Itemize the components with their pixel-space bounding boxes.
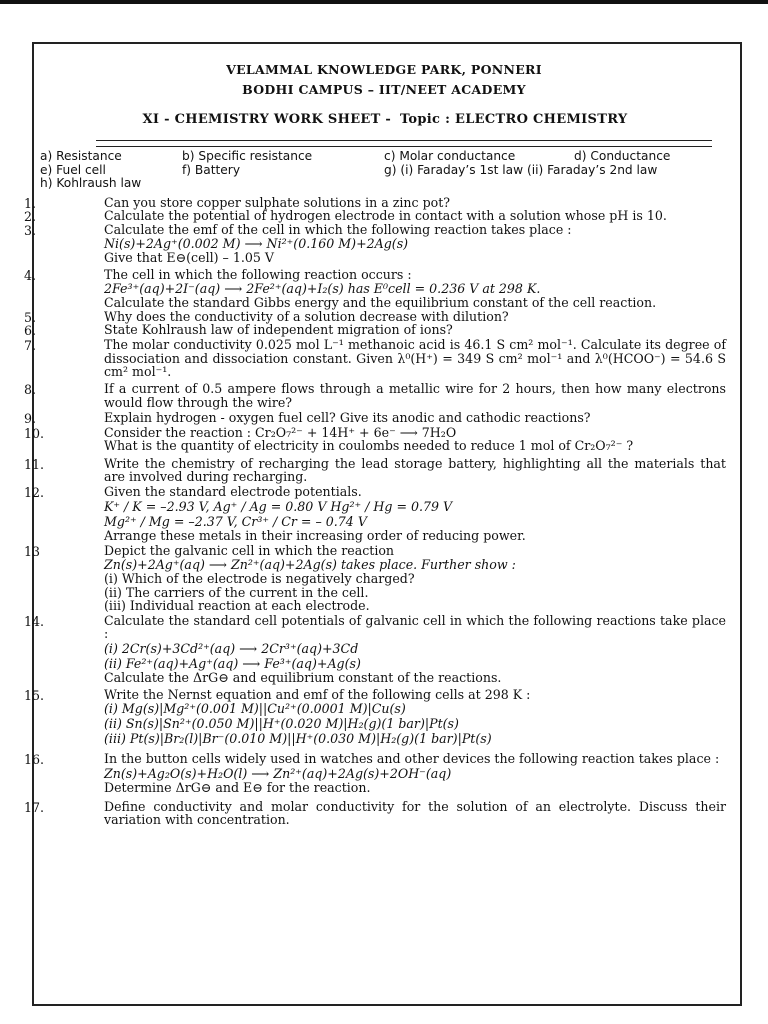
question-continuation <box>40 716 726 731</box>
definition-item: b) Specific resistance <box>182 149 313 163</box>
worksheet-topic: Topic : ELECTRO CHEMISTRY <box>399 112 628 127</box>
question-continuation <box>40 701 726 716</box>
question-number: 2. <box>24 209 37 225</box>
question-continuation <box>40 529 726 542</box>
definition-row <box>40 164 740 178</box>
definition-item: g) (i) Faraday’s 1st law (ii) Faraday’s 2nd law <box>384 162 658 177</box>
question-item <box>24 751 726 768</box>
question-continuation <box>40 514 726 529</box>
question-number: 15. <box>24 688 45 704</box>
question-text: State Kohlraush law of independent migration of ions? <box>104 322 453 338</box>
definitions-list <box>40 150 740 191</box>
question-continuation <box>40 557 726 572</box>
top-border-rule <box>0 0 768 4</box>
equation: Zn(s)+Ag₂O(s)+H₂O(l) ⟶ Zn²⁺(aq)+2Ag(s)+2OH⁻(aq) <box>104 765 452 781</box>
question-text: Calculate the potential of hydrogen electrode in contact with a solution whose pH is 10. <box>104 208 667 224</box>
question-continuation <box>40 599 726 612</box>
question-text: The molar conductivity 0.025 mol L⁻¹ methanoic acid is 46.1 S cm² mol⁻¹. Calculate its degree of dissociation and dissociation constant. Given λ⁰(H⁺) = 349 S cm² mol⁻¹ and λ⁰(HCOO⁻) = 54.6 S cm² mol⁻¹. <box>104 337 726 379</box>
question-continuation <box>40 236 726 251</box>
question-number: 17. <box>24 799 45 815</box>
definition-item: a) Resistance <box>40 149 122 163</box>
question-text: Give that E⊖(cell) – 1.05 V <box>104 249 274 265</box>
question-continuation <box>40 439 726 452</box>
question-text: Calculate the standard cell potentials of galvanic cell in which the following reactions take place : <box>104 613 726 642</box>
question-text: In the button cells widely used in watches and other devices the following reaction takes place : <box>104 751 720 767</box>
question-item <box>24 337 726 379</box>
definition-row <box>40 177 740 191</box>
question-text: Calculate the standard Gibbs energy and the equilibrium constant of the cell reaction. <box>104 295 657 311</box>
question-text: Determine ΔrG⊖ and E⊖ for the reaction. <box>104 779 371 795</box>
equation: Ni(s)+2Ag⁺(0.002 M) ⟶ Ni²⁺(0.160 M)+2Ag(s) <box>104 235 409 251</box>
equation: (ii) Sn(s)|Sn²⁺(0.050 M)||H⁺(0.020 M)|H₂(g)(1 bar)|Pt(s) <box>104 716 459 732</box>
question-text: Calculate the emf of the cell in which the following reaction takes place : <box>104 221 572 237</box>
question-text: (i) Which of the electrode is negatively charged? <box>104 571 415 587</box>
equation: (ii) Fe²⁺(aq)+Ag⁺(aq) ⟶ Fe³⁺(aq)+Ag(s) <box>104 655 361 671</box>
question-number: 16. <box>24 752 45 768</box>
question-text: Write the Nernst equation and emf of the following cells at 298 K : <box>104 687 531 703</box>
worksheet-label: XI - CHEMISTRY WORK SHEET - <box>142 112 392 127</box>
question-number: 5. <box>24 309 37 325</box>
question-continuation <box>40 586 726 599</box>
definition-item: h) Kohlraush law <box>40 176 142 190</box>
questions-list <box>24 195 726 828</box>
school-name: VELAMMAL KNOWLEDGE PARK, PONNERI <box>226 62 542 77</box>
question-continuation <box>40 656 726 671</box>
question-text: Consider the reaction : Cr₂O₇²⁻ + 14H⁺ + 6e⁻ ⟶ 7H₂O <box>104 425 457 441</box>
question-number: 6. <box>24 323 37 339</box>
question-number: 7. <box>24 338 37 354</box>
question-number: 14. <box>24 614 45 630</box>
question-item <box>24 484 726 501</box>
equation: Mg²⁺ / Mg = –2.37 V, Cr³⁺ / Cr = – 0.74 V <box>104 513 367 529</box>
question-item <box>24 195 726 211</box>
question-continuation <box>40 572 726 585</box>
question-text: Calculate the ΔrG⊖ and equilibrium constant of the reactions. <box>104 669 502 685</box>
question-item <box>24 798 726 828</box>
question-number: 13 <box>24 543 41 559</box>
definition-item: c) Molar conductance <box>384 149 516 163</box>
question-continuation <box>40 671 726 684</box>
question-text: What is the quantity of electricity in coulombs needed to reduce 1 mol of Cr₂O₇²⁻ ? <box>104 438 634 454</box>
question-item <box>24 381 726 410</box>
equation: 2Fe³⁺(aq)+2I⁻(aq) ⟶ 2Fe²⁺(aq)+I₂(s) has E⁰cell = 0.236 V at 298 K. <box>104 281 541 297</box>
question-item <box>24 687 726 704</box>
question-text: Given the standard electrode potentials. <box>104 484 362 500</box>
question-text: Arrange these metals in their increasing order of reducing power. <box>104 527 526 543</box>
question-item <box>24 208 726 225</box>
question-number: 3. <box>24 222 37 238</box>
equation: (i) Mg(s)|Mg²⁺(0.001 M)||Cu²⁺(0.0001 M)|Cu(s) <box>104 701 406 717</box>
question-text: Can you store copper sulphate solutions in a zinc pot? <box>104 195 451 210</box>
question-number: 4. <box>24 268 37 284</box>
question-text: Why does the conductivity of a solution decrease with dilution? <box>104 308 509 324</box>
definition-row <box>40 150 740 164</box>
equation: (i) 2Cr(s)+3Cd²⁺(aq) ⟶ 2Cr³⁺(aq)+3Cd <box>104 640 359 656</box>
equation: (iii) Pt(s)|Br₂(l)|Br⁻(0.010 M)||H⁺(0.030 M)|H₂(g)(1 bar)|Pt(s) <box>104 731 492 747</box>
question-continuation <box>40 499 726 514</box>
title-rule <box>96 140 712 141</box>
worksheet-title <box>40 112 730 127</box>
question-continuation <box>40 766 726 781</box>
campus-name: BODHI CAMPUS – IIT/NEET ACADEMY <box>242 82 526 97</box>
question-number: 10. <box>24 426 45 442</box>
definition-item: d) Conductance <box>574 149 671 163</box>
question-text: Explain hydrogen - oxygen fuel cell? Give its anodic and cathodic reactions? <box>104 409 591 425</box>
equation: K⁺ / K = –2.93 V, Ag⁺ / Ag = 0.80 V Hg²⁺ / Hg = 0.79 V <box>104 498 453 514</box>
question-item <box>24 221 726 238</box>
question-text: Write the chemistry of recharging the lead storage battery, highlighting all the materials that are involved during recharging. <box>104 455 726 485</box>
question-continuation <box>40 296 726 309</box>
question-continuation <box>40 731 726 746</box>
question-item <box>24 267 726 284</box>
question-text: (iii) Individual reaction at each electrode. <box>104 597 370 613</box>
question-item <box>24 455 726 485</box>
question-text: (ii) The carriers of the current in the cell. <box>104 584 369 600</box>
question-item <box>24 542 726 559</box>
question-number: 8. <box>24 382 37 398</box>
question-text: Define conductivity and molar conductivity for the solution of an electrolyte. Discuss their variation with concentration. <box>104 798 726 828</box>
question-continuation <box>40 781 726 794</box>
question-number: 12. <box>24 485 45 501</box>
definition-item: f) Battery <box>182 162 241 177</box>
question-item <box>24 322 726 339</box>
question-continuation <box>40 641 726 656</box>
question-text: The cell in which the following reaction occurs : <box>104 267 412 283</box>
question-text: If a current of 0.5 ampere flows through a metallic wire for 2 hours, then how many electrons would flow through the wire? <box>104 381 726 410</box>
question-number: 11. <box>24 456 45 472</box>
title-rule-2 <box>96 146 712 147</box>
definition-item: e) Fuel cell <box>40 162 106 177</box>
equation: Zn(s)+2Ag⁺(aq) ⟶ Zn²⁺(aq)+2Ag(s) takes place. Further show : <box>104 557 516 573</box>
question-text: Depict the galvanic cell in which the reaction <box>104 542 395 558</box>
question-number: 1. <box>24 196 37 211</box>
question-item <box>24 613 726 642</box>
question-continuation <box>40 251 726 264</box>
question-number: 9. <box>24 410 37 426</box>
question-item <box>24 409 726 426</box>
question-item <box>24 425 726 442</box>
question-item <box>24 308 726 325</box>
question-continuation <box>40 281 726 296</box>
